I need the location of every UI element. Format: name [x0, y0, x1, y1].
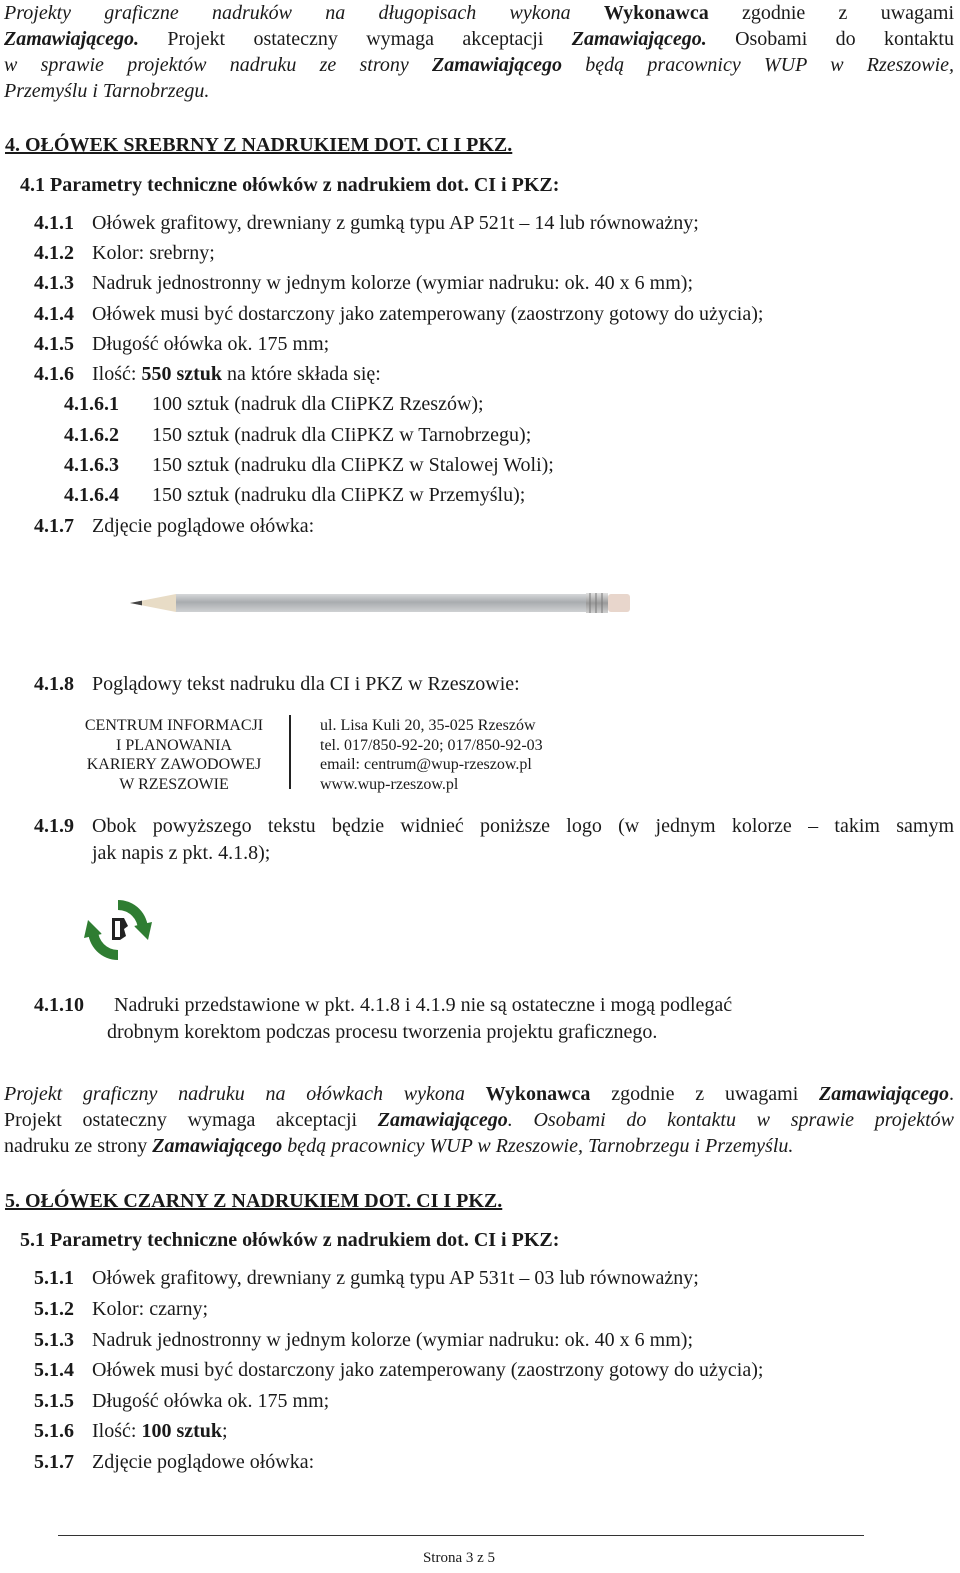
sub-list-item	[64, 424, 531, 447]
item-text: Długość ołówka ok. 175 mm;	[92, 333, 330, 355]
imprint-line: email: centrum@wup-rzeszow.pl	[320, 756, 532, 773]
section-5-heading: 5. OŁÓWEK CZARNY Z NADRUKIEM DOT. CI I PKZ.	[5, 1190, 503, 1212]
item-text: Nadruk jednostronny w jednym kolorze (wymiar nadruku: ok. 40 x 6 mm);	[92, 272, 693, 294]
quantity-item	[34, 1420, 228, 1443]
intro1-line-3	[4, 52, 954, 78]
item-text: Ołówek musi być dostarczony jako zatemperowany (zaostrzony gotowy do użycia);	[92, 303, 764, 325]
intro2-line-2	[4, 1107, 954, 1133]
quantity-item	[34, 363, 381, 386]
intro2-text: będą pracownicy WUP w Rzeszowie, Tarnobrzegu i Przemyślu.	[282, 1135, 794, 1157]
item-number: 4.1.5	[34, 333, 74, 355]
item-number: 4.1.7	[34, 515, 74, 537]
intro1-text: będą pracownicy WUP w Rzeszowie,	[562, 54, 955, 76]
intro2-client: Zamawiającego	[377, 1109, 508, 1131]
intro1-text: Projekt ostateczny wymaga akceptacji	[138, 28, 572, 50]
item-number: 4.1.6.2	[64, 424, 119, 446]
item-text: Poglądowy tekst nadruku dla CI i PKZ w Rzeszowie:	[92, 673, 520, 695]
item-text: Ilość:	[92, 363, 142, 385]
intro1-line-2	[4, 26, 954, 52]
section-5-1-heading: 5.1 Parametry techniczne ołówków z nadrukiem dot. CI i PKZ:	[20, 1229, 560, 1251]
item-text: Ołówek musi być dostarczony jako zatemperowany (zaostrzony gotowy do użycia);	[92, 1359, 764, 1381]
logo-item	[34, 815, 954, 865]
item-text: 150 sztuk (nadruku dla CIiPKZ w Stalowej Woli);	[152, 454, 554, 476]
item-number: 5.1.4	[34, 1359, 74, 1381]
list-item	[34, 212, 699, 235]
item-text: Zdjęcie poglądowe ołówka:	[92, 515, 315, 537]
intro2-line-1	[4, 1081, 954, 1107]
list-item	[34, 303, 763, 326]
intro2-text: Projekt graficzny nadruku na ołówkach wykona	[4, 1083, 486, 1105]
item-text: Zdjęcie poglądowe ołówka:	[92, 1451, 315, 1473]
item-text: Kolor: czarny;	[92, 1298, 209, 1320]
item-number: 5.1.3	[34, 1329, 74, 1351]
item-text: Ilość:	[92, 1420, 142, 1442]
item-text: Kolor: srebrny;	[92, 242, 215, 264]
page-number: Strona 3 z 5	[422, 1550, 496, 1566]
intro2-text: zgodnie z uwagami	[590, 1083, 820, 1105]
intro1-client: Zamawiającego	[432, 54, 563, 76]
intro1-contractor: Wykonawca	[603, 2, 709, 24]
quantity-value: 100 sztuk	[141, 1420, 223, 1442]
item-number: 5.1.7	[34, 1451, 74, 1473]
list-item	[34, 1298, 208, 1321]
item-number: 4.1.6.4	[64, 484, 119, 506]
intro1-text: w sprawie projektów nadruku ze strony	[4, 54, 433, 76]
item-text: ;	[222, 1420, 228, 1442]
item-text: Ołówek grafitowy, drewniany z gumką typu AP 521t – 14 lub równoważny;	[92, 212, 699, 234]
intro1-text: Osobami do kontaktu	[706, 28, 954, 50]
ciipkz-logo	[84, 896, 152, 964]
item-number: 4.1.6	[34, 363, 74, 385]
intro2-text: Projekt ostateczny wymaga akceptacji	[4, 1109, 378, 1131]
item-text: Nadruki przedstawione w pkt. 4.1.8 i 4.1.9 nie są ostateczne i mogą podlegać	[114, 994, 733, 1016]
intro1-line-4: Przemyślu i Tarnobrzegu.	[4, 80, 210, 102]
item-number: 4.1.10	[34, 994, 84, 1016]
intro1-text: Projekty graficzne nadruków na długopisach wykona	[4, 2, 604, 24]
list-item	[34, 1390, 329, 1413]
imprint-line: CENTRUM INFORMACJI	[84, 717, 264, 734]
item-text: 150 sztuk (nadruk dla CIiPKZ w Tarnobrzegu);	[152, 424, 532, 446]
item-text: jak napis z pkt. 4.1.8);	[92, 842, 271, 864]
item-number: 4.1.6.3	[64, 454, 119, 476]
quantity-value: 550 sztuk	[141, 363, 223, 385]
list-item	[34, 333, 329, 356]
item-number: 4.1.9	[34, 815, 74, 837]
intro1-text: zgodnie z uwagami	[708, 2, 955, 24]
sub-list-item	[64, 454, 554, 477]
item-number: 5.1.5	[34, 1390, 74, 1412]
item-text: 150 sztuk (nadruku dla CIiPKZ w Przemyślu);	[152, 484, 526, 506]
item-number: 4.1.8	[34, 673, 74, 695]
item-text: na które składa się:	[222, 363, 381, 385]
intro2-client: Zamawiającego	[819, 1083, 950, 1105]
item-number: 4.1.1	[34, 212, 74, 234]
item-number: 5.1.1	[34, 1267, 74, 1289]
list-item	[34, 1451, 314, 1474]
section-4-1-heading: 4.1 Parametry techniczne ołówków z nadrukiem dot. CI i PKZ:	[20, 174, 560, 196]
intro1-client: Zamawiającego.	[571, 28, 707, 50]
list-item	[34, 515, 314, 538]
item-number: 4.1.6.1	[64, 393, 119, 415]
item-text: 100 sztuk (nadruk dla CIiPKZ Rzeszów);	[152, 393, 484, 415]
item-number: 5.1.6	[34, 1420, 74, 1442]
intro2-line-3	[4, 1133, 954, 1159]
list-item	[34, 1267, 699, 1290]
sub-list-item	[64, 393, 484, 416]
footer-rule	[58, 1535, 864, 1536]
list-item	[34, 1359, 763, 1382]
item-number: 4.1.4	[34, 303, 74, 325]
intro1-line-1	[4, 0, 954, 26]
imprint-line: KARIERY ZAWODOWEJ	[86, 756, 262, 773]
list-item	[34, 272, 693, 295]
imprint-line: W RZESZOWIE	[119, 775, 229, 793]
intro2-text: . Osobami do kontaktu w sprawie projektów	[507, 1109, 954, 1131]
item-number: 5.1.2	[34, 1298, 74, 1320]
item-number: 4.1.2	[34, 242, 74, 264]
item-text: drobnym korektom podczas procesu tworzenia projektu graficznego.	[107, 1021, 658, 1043]
imprint-line: www.wup-rzeszow.pl	[320, 775, 459, 793]
item-text: Ołówek grafitowy, drewniany z gumką typu AP 531t – 03 lub równoważny;	[92, 1267, 699, 1289]
sub-list-item	[64, 484, 525, 507]
item-text: Obok powyższego tekstu będzie widnieć poniższe logo (w jednym kolorze – takim samym	[92, 815, 954, 837]
item-text: Nadruk jednostronny w jednym kolorze (wymiar nadruku: ok. 40 x 6 mm);	[92, 1329, 693, 1351]
imprint-divider	[289, 715, 291, 789]
item-number: 4.1.3	[34, 272, 74, 294]
imprint-line: tel. 017/850-92-20; 017/850-92-03	[320, 736, 543, 754]
list-item	[34, 673, 520, 696]
item-text: Długość ołówka ok. 175 mm;	[92, 1390, 330, 1412]
imprint-left-block	[70, 716, 278, 794]
final-item	[34, 994, 732, 1044]
silver-pencil-image	[128, 586, 634, 618]
list-item	[34, 1329, 693, 1352]
intro2-text: .	[949, 1083, 955, 1105]
imprint-line: ul. Lisa Kuli 20, 35-025 Rzeszów	[320, 717, 536, 734]
intro1-client: Zamawiającego.	[4, 28, 139, 50]
intro2-contractor: Wykonawca	[485, 1083, 591, 1105]
section-4-heading: 4. OŁÓWEK SREBRNY Z NADRUKIEM DOT. CI I PKZ.	[5, 134, 513, 156]
intro-paragraph-2	[4, 1081, 954, 1159]
intro2-text: nadruku ze strony	[4, 1135, 153, 1157]
intro2-client: Zamawiającego	[152, 1135, 283, 1157]
imprint-right-block	[320, 716, 543, 794]
list-item	[34, 242, 215, 265]
imprint-line: I PLANOWANIA	[116, 736, 232, 754]
intro-paragraph-1	[4, 0, 954, 104]
